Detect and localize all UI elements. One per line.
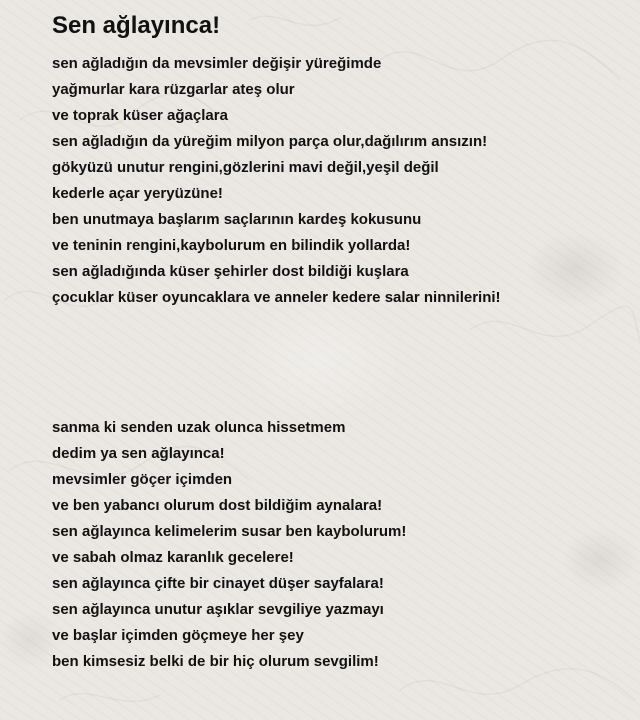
poem-line: kederle açar yeryüzüne! bbox=[52, 185, 223, 202]
poem-line: sen ağladığın da mevsimler değişir yüreğimde bbox=[52, 55, 382, 72]
stanza-2 bbox=[52, 415, 632, 675]
poem-line: mevsimler göçer içimden bbox=[52, 471, 233, 488]
poem-line: sen ağladığın da yüreğim milyon parça olur,dağılırım ansızın! bbox=[52, 133, 488, 150]
poem-line: ben unutmaya başlarım saçlarının kardeş kokusunu bbox=[52, 211, 422, 228]
poem-line: sen ağlayınca unutur aşıklar sevgiliye yazmayı bbox=[52, 601, 384, 618]
poem-title: Sen ağlayınca! bbox=[52, 12, 221, 39]
poem-line: sanma ki senden uzak olunca hissetmem bbox=[52, 419, 346, 436]
poem-line: ben kimsesiz belki de bir hiç olurum sevgilim! bbox=[52, 653, 379, 670]
poem-line: sen ağlayınca kelimelerim susar ben kaybolurum! bbox=[52, 523, 407, 540]
poem-line: ve başlar içimden göçmeye her şey bbox=[52, 627, 304, 644]
stanza-1 bbox=[52, 51, 632, 311]
poem-line: ve teninin rengini,kaybolurum en bilindik yollarda! bbox=[52, 237, 411, 254]
poem-line: dedim ya sen ağlayınca! bbox=[52, 445, 225, 462]
poem-line: gökyüzü unutur rengini,gözlerini mavi değil,yeşil değil bbox=[52, 159, 439, 176]
poem bbox=[52, 10, 632, 675]
poem-line: yağmurlar kara rüzgarlar ateş olur bbox=[52, 81, 295, 98]
poem-line: sen ağladığında küser şehirler dost bildiği kuşlara bbox=[52, 263, 409, 280]
poem-line: çocuklar küser oyuncaklara ve anneler kedere salar ninnilerini! bbox=[52, 289, 501, 306]
poem-line: sen ağlayınca çifte bir cinayet düşer sayfalara! bbox=[52, 575, 384, 592]
poem-line: ve sabah olmaz karanlık gecelere! bbox=[52, 549, 294, 566]
poem-line: ve ben yabancı olurum dost bildiğim aynalara! bbox=[52, 497, 383, 514]
poem-line: ve toprak küser ağaçlara bbox=[52, 107, 228, 124]
